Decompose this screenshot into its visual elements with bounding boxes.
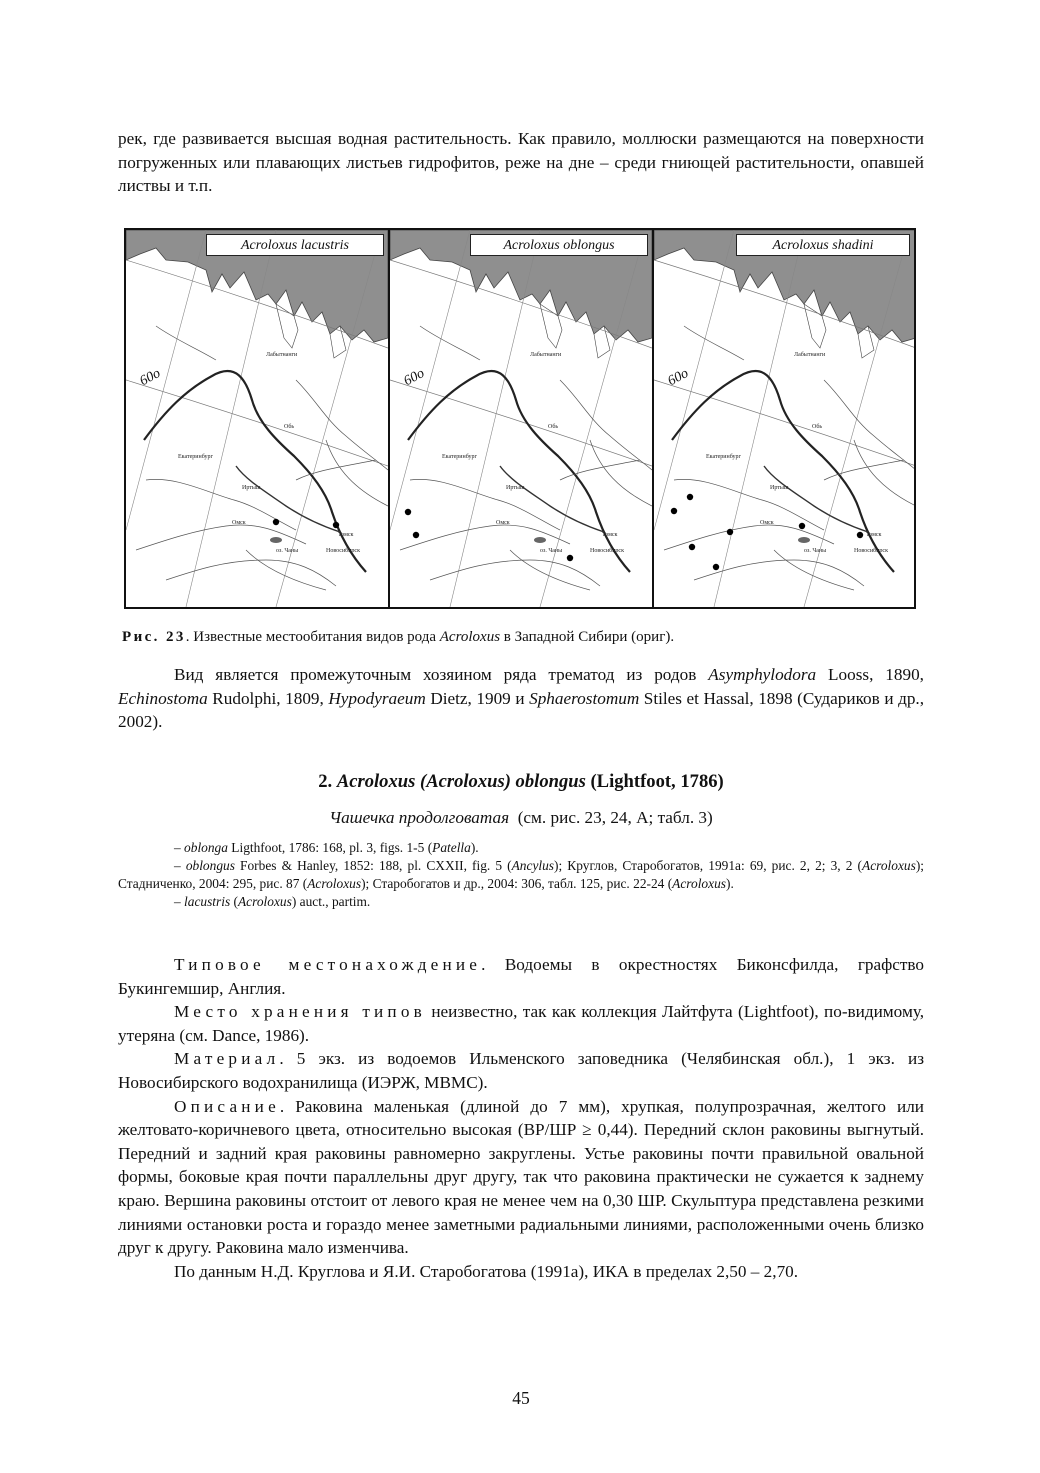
map-panel-oblongus (390, 230, 652, 607)
species-heading: 2. Acroloxus (Acroloxus) oblongus (Lightfoot, 1786) (318, 771, 724, 792)
occurrence-point (413, 532, 419, 538)
river (166, 560, 336, 586)
river (854, 440, 914, 506)
main-river (408, 371, 630, 572)
lake-chany (270, 537, 282, 543)
species-common-name: Чашечка продолговатая (см. рис. 23, 24, А; табл. 3) (329, 808, 713, 827)
map-label-ekaterinburg: Екатеринбург (442, 454, 477, 460)
river (824, 380, 914, 470)
tributary-river (500, 466, 604, 532)
river (560, 380, 652, 470)
river (684, 326, 744, 360)
river (246, 550, 326, 590)
map-panel-lacustris (126, 230, 388, 607)
figure-23-maps (124, 228, 916, 609)
latitude-label: 60о (137, 366, 164, 390)
main-river (144, 371, 366, 572)
occurrence-point (671, 508, 677, 514)
map-label-ob: Обь (284, 424, 295, 430)
map-label-labytnangi: Лабытнанги (794, 352, 826, 358)
latitude-line (390, 380, 652, 466)
map-label-ekaterinburg: Екатеринбург (178, 454, 213, 460)
map-label-omsk: Омск (496, 520, 510, 526)
map-label-labytnangi: Лабытнанги (530, 352, 562, 358)
map-label-chany: оз. Чаны (804, 548, 827, 554)
river (296, 380, 388, 470)
map-label-omsk: Омск (760, 520, 774, 526)
map-label-irtysh: Иртыш (770, 485, 789, 491)
latitude-line (654, 380, 914, 466)
type-repository-paragraph: Место хранения типов неизвестно, так как коллекция Лайтфута (Lightfoot), по-видимому, утеряна (см. Dance, 1986). (118, 1002, 924, 1045)
tributary-river (236, 466, 340, 532)
meridian-line (390, 230, 470, 530)
occurrence-point (273, 519, 279, 525)
occurrence-point (799, 523, 805, 529)
river (156, 326, 216, 360)
synonym-entry: – oblonga Ligthfoot, 1786: 168, pl. 3, figs. 1-5 (Patella). (174, 840, 479, 855)
ika-paragraph: По данным Н.Д. Круглова и Я.И. Старобогатова (1991а), ИКА в пределах 2,50 – 2,70. (174, 1261, 799, 1281)
map-label-novosibirsk: Новосибирск (854, 548, 888, 554)
map-title: Acroloxus lacustris (206, 234, 384, 256)
meridian-line (654, 230, 734, 530)
lake-chany (798, 537, 810, 543)
material-paragraph: Материал. 5 экз. из водоемов Ильменского заповедника (Челябинская обл.), 1 экз. из Новосибирского водохранилища (ИЭРЖ, МВМС). (118, 1049, 924, 1092)
map-label-chany: оз. Чаны (540, 548, 563, 554)
main-river (672, 371, 894, 572)
lake-chany (534, 537, 546, 543)
page-number: 45 (512, 1388, 530, 1408)
map-label-irtysh: Иртыш (242, 485, 261, 491)
map-label-novosibirsk: Новосибирск (590, 548, 624, 554)
map-label-ob: Обь (548, 424, 559, 430)
map-label-ob: Обь (812, 424, 823, 430)
species-description (118, 953, 924, 1283)
occurrence-point (713, 564, 719, 570)
river (400, 525, 570, 550)
description-paragraph: Описание. Раковина маленькая (длиной до 7 мм), хрупкая, полупрозрачная, желтого или желтовато-коричневого цвета, относительно высокая (ВР/ШР ≥ 0,44). Передний склон раковины выгнутый. Передний и задний края раковины равномерно закруглены. Устье раковины почти правильной овальной формы, боковые края почти параллельны друг другу, так что раковина практически не сужается к заднему краю. Вершина раковины отстоит от левого края не менее чем на 0,30 ШР. Скульптура представлена резкими линиями остановки роста и гораздо менее заметными радиальными линиями, расположенными очень близко друг к другу. Раковина мало изменчива. (118, 1096, 924, 1258)
occurrence-point (727, 529, 733, 535)
river (136, 525, 306, 550)
map-label-irtysh: Иртыш (506, 485, 525, 491)
map-label-tomsk: Томск (866, 532, 882, 538)
river (590, 440, 652, 506)
latitude-label: 60о (665, 366, 692, 390)
occurrence-point (567, 555, 573, 561)
synonym-entry: – oblongus Forbes & Hanley, 1852: 188, pl. CXXII, fig. 5 (Ancylus); Круглов, Старобогатов, 1991а: 69, рис. 2, 2; 3, 2 (Acroloxus); Стадниченко, 2004: 295, рис. 87 (Acroloxus); Старобогатов и др., 2004: 306, табл. 125, рис. 22-24 (Acroloxus). (118, 858, 925, 891)
occurrence-point (333, 522, 339, 528)
map-panel-shadini (654, 230, 914, 607)
latitude-line (126, 380, 388, 466)
occurrence-point (687, 494, 693, 500)
map-title: Acroloxus oblongus (470, 234, 648, 256)
latitude-label: 60о (401, 366, 428, 390)
occurrence-point (689, 544, 695, 550)
map-label-labytnangi: Лабытнанги (266, 352, 298, 358)
map-label-chany: оз. Чаны (276, 548, 299, 554)
river (410, 479, 560, 530)
river (430, 560, 600, 586)
river (326, 440, 388, 506)
synonymy-list (118, 839, 924, 911)
map-label-novosibirsk: Новосибирск (326, 548, 360, 554)
synonym-entry: – lacustris (Acroloxus) auct., partim. (174, 894, 371, 909)
meridian-line (126, 230, 206, 530)
occurrence-point (857, 532, 863, 538)
river (694, 560, 864, 586)
map-label-tomsk: Томск (602, 532, 618, 538)
river (420, 326, 480, 360)
river (674, 479, 824, 530)
map-title: Acroloxus shadini (736, 234, 910, 256)
map-label-tomsk: Томск (338, 532, 354, 538)
map-label-ekaterinburg: Екатеринбург (706, 454, 741, 460)
map-label-omsk: Омск (232, 520, 246, 526)
host-paragraph: Вид является промежуточным хозяином ряда трематод из родов Asymphylodora Looss, 1890, Echinostoma Rudolphi, 1809, Hypodyraeum Dietz, 1909 и Sphaerostomum Stiles et Hassal, 1898 (Судариков и др., 2002). (118, 665, 925, 732)
river (510, 550, 590, 590)
caption-label: Рис. 23 (122, 629, 186, 645)
type-locality-paragraph: Типовое местонахождение. Водоемы в окрестностях Биконсфилда, графство Букингемшир, Англия. (118, 955, 924, 998)
tributary-river (764, 466, 868, 532)
intro-paragraph: рек, где развивается высшая водная растительность. Как правило, моллюски размещаются на поверхности погруженных или плавающих листьев гидрофитов, реже на дне – среди гниющей растительности, опавшей листвы и т.п. (118, 129, 924, 196)
occurrence-point (405, 509, 411, 515)
river (774, 550, 854, 590)
figure-caption: Рис. 23. Известные местообитания видов рода Acroloxus в Западной Сибири (ориг). (122, 629, 675, 645)
